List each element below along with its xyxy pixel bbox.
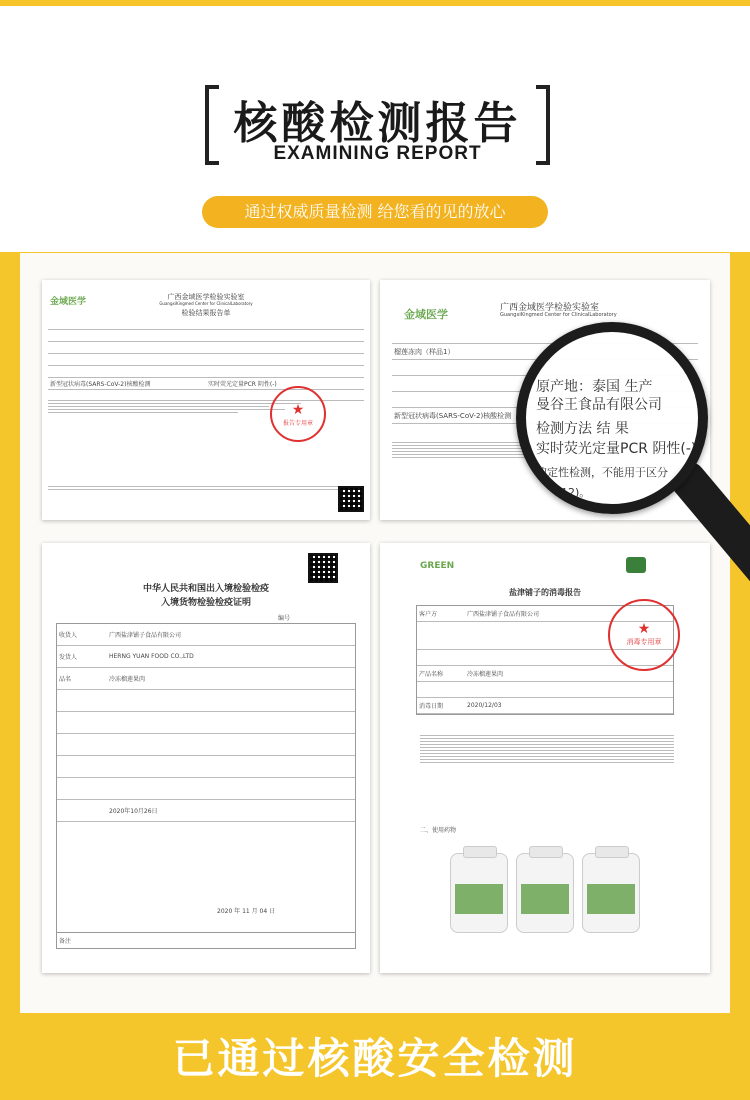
magnifier-lens xyxy=(516,322,708,514)
remark-label: 备注 xyxy=(59,938,72,945)
signature-line xyxy=(48,484,364,492)
stamp-star-icon: ★ xyxy=(291,402,305,418)
kingmed-logo: 金域医学 xyxy=(404,308,448,321)
bottle-icon xyxy=(450,853,508,933)
disinfectant-bottles xyxy=(450,853,640,933)
green-logo: GREEN xyxy=(420,561,455,571)
sample-cell: 榴莲冻肉（样品1） xyxy=(394,347,455,356)
report-table xyxy=(48,318,364,390)
bottle-icon xyxy=(516,853,574,933)
report-title: 检验结果报告单 xyxy=(181,309,231,317)
method-cell: 新型冠状病毒(SARS-CoV-2)核酸检测 xyxy=(50,381,151,388)
magnified-company: 曼谷王食品有限公司 xyxy=(536,397,662,413)
magnified-origin: 原产地：泰国 生产 xyxy=(536,379,653,395)
page-title: 核酸检测报告 xyxy=(233,98,522,149)
cert-logo-icon xyxy=(626,557,646,573)
tagline-pill: 通过权威质量检测 给您看的见的放心 xyxy=(202,196,548,228)
magnified-result: 实时荧光定量PCR 阴性(-) xyxy=(536,441,697,457)
bottle-icon xyxy=(582,853,640,933)
certificate-table: 收货人 广西盐津铺子食品有限公司 发货人 HERNG YUAN FOOD CO.,LTD 品名 冷冻榴莲果肉 2020年10月26日 2020 年 11 月 04 日 备注 xyxy=(56,623,356,949)
disinfection-stamp: ★ 消毒专用章 xyxy=(608,599,680,671)
top-accent-strip xyxy=(0,0,750,6)
certificate-title-1: 中华人民共和国出入境检验检疫 xyxy=(142,584,269,594)
stamp-star-icon: ★ xyxy=(637,621,651,637)
result-cell: 实时荧光定量PCR 阴性(-) xyxy=(208,381,277,388)
qr-code-icon xyxy=(308,553,338,583)
test-report-document-1 xyxy=(42,280,370,520)
section-heading: 二、使用药物 xyxy=(420,827,457,834)
disinfection-table: 客户方 广西盐津铺子食品有限公司 产品名称 冷冻榴莲果肉 消毒日期 2020/12/03 xyxy=(416,605,674,715)
page-subtitle: EXAMINING REPORT xyxy=(273,143,482,164)
report-title: 盐津铺子的消毒报告 xyxy=(509,588,581,597)
magnified-note: 的定性检测，不能用于区分 xyxy=(536,466,668,479)
lab-name: 广西金域医学检验实验室 xyxy=(500,303,600,313)
method-cell: 新型冠状病毒(SARS-CoV-2)核酸检测 xyxy=(394,411,512,420)
magnified-method-header: 检测方法 结 果 xyxy=(536,421,629,437)
entry-date: 2020年10月26日 xyxy=(109,808,158,815)
report-stamp: ★ 报告专用章 xyxy=(270,386,326,442)
disinfection-report xyxy=(380,543,710,973)
lab-name: 广西金域医学检验实验室 xyxy=(167,293,245,301)
title-block xyxy=(205,85,550,167)
footer-banner-text: 已通过核酸安全检测 xyxy=(172,1034,578,1083)
lab-name-en: GuangxiKingmed Center for ClinicalLaboratory xyxy=(500,312,617,318)
disinfection-notes xyxy=(420,733,674,765)
kingmed-logo: 金域医学 xyxy=(50,297,87,307)
quarantine-certificate xyxy=(42,543,370,973)
magnified-standard: 2-2012)。 xyxy=(536,486,591,499)
qr-code-icon xyxy=(338,486,364,512)
lab-name-en: GuangxiKingmed Center for ClinicalLaboratory xyxy=(159,301,253,306)
certificate-title-2: 入境货物检验检疫证明 xyxy=(160,598,251,608)
certificate-number-label: 编号 xyxy=(278,615,291,622)
sign-date: 2020 年 11 月 04 日 xyxy=(217,908,276,915)
